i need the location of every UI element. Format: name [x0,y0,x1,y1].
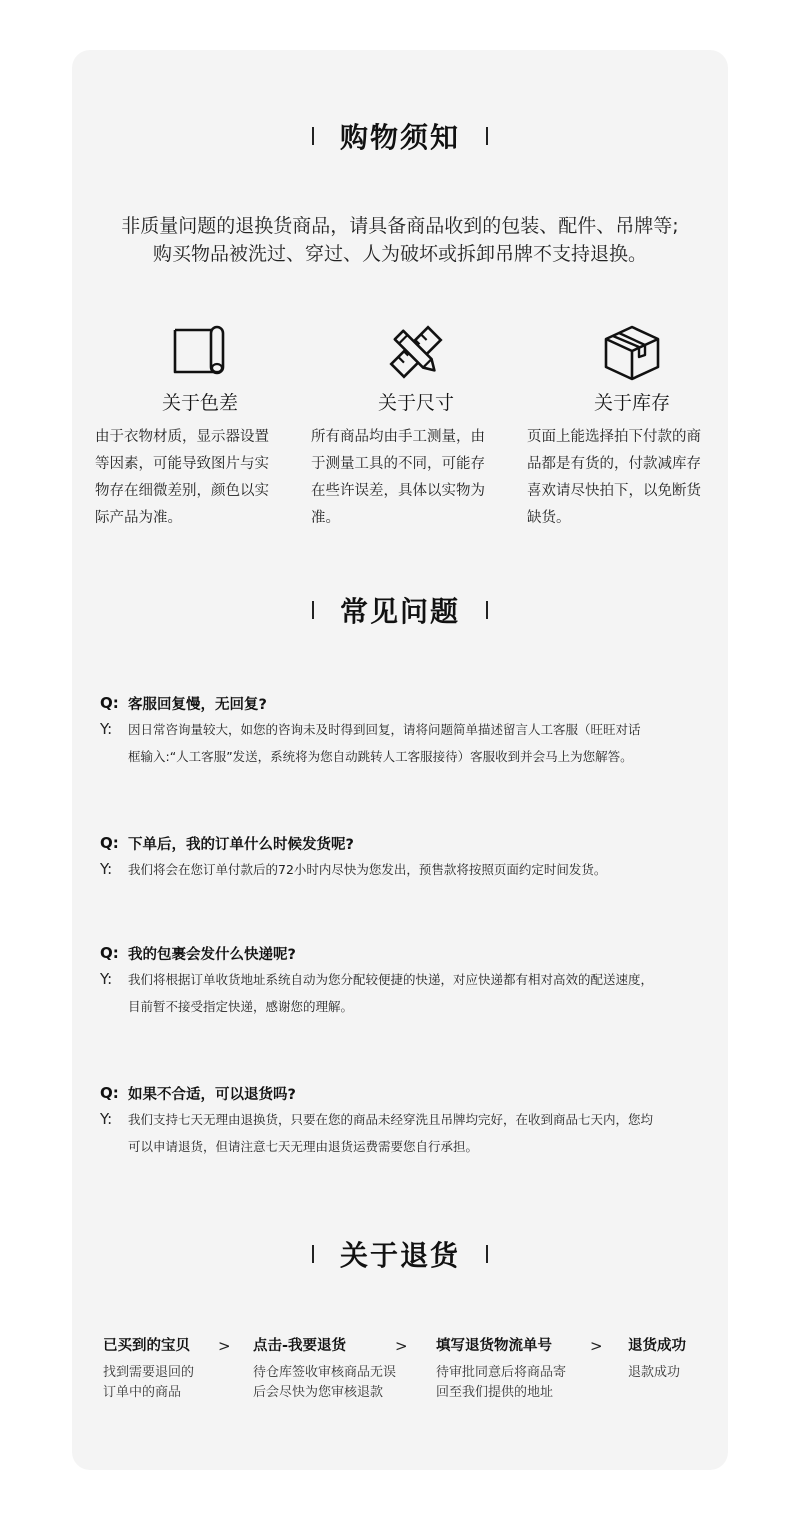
feature-title: 关于库存 [593,392,670,414]
ruler-pencil-icon [387,324,445,380]
feature-desc-line: 际产品为准。 [95,510,182,526]
step-desc-line: 待仓库签收审核商品无误 [253,1365,397,1380]
return-steps [0,1333,800,1413]
feature-desc-line: 在些许误差，具体以实物为 [311,483,485,499]
fabric-roll-icon [171,324,229,378]
feature-title: 关于色差 [161,392,238,414]
return-step-3 [436,1333,566,1403]
feature-desc-line: 由于衣物材质，显示器设置 [95,429,269,445]
step-desc [103,1363,194,1403]
step-desc [628,1363,686,1383]
step-arrow: > [218,1337,231,1355]
feature-desc-line: 准。 [311,510,340,526]
answer-line: 我们支持七天无理由退换货，只要在您的商品未经穿洗且吊牌均完好，在收到商品七天内，您均 [128,1112,654,1127]
faq-item [100,690,700,770]
title-bar-right [486,601,488,619]
intro-line: 购买物品被洗过、穿过、人为破坏或拆卸吊牌不支持退换。 [152,243,647,265]
section-title-faq [0,590,800,630]
title-bar-left [312,1245,314,1263]
feature-desc-line: 喜欢请尽快拍下，以免断货 [527,483,701,499]
feature-desc [95,424,305,532]
answer-label: Y: [100,970,113,988]
feature-desc-line: 品都是有货的，付款减库存 [527,456,701,472]
faq-title: 常见问题 [339,595,460,628]
question-text: 如果不合适，可以退货吗? [128,1086,296,1103]
step-desc-line: 回至我们提供的地址 [436,1385,554,1400]
faq-item [100,940,700,1020]
title-bar-left [312,601,314,619]
answer-line: 我们将根据订单收货地址系统自动为您分配较便捷的快递，对应快递都有相对高效的配送速度， [128,972,654,987]
question-label: Q: [100,1084,119,1102]
step-desc-line: 待审批同意后将商品寄 [436,1365,567,1380]
faq-question [100,940,700,966]
feature-desc-line: 等因素，可能导致图片与实 [95,456,269,472]
feature-desc-line: 物存在细微差别，颜色以实 [95,483,269,499]
faq-question [100,830,700,856]
answer-label: Y: [100,860,113,878]
question-text: 下单后，我的订单什么时候发货呢? [128,836,354,853]
faq-answer [100,716,700,770]
shopping-notice-title: 购物须知 [339,121,460,154]
return-step-2 [253,1333,396,1403]
step-desc [253,1363,396,1403]
package-box-icon [602,324,662,382]
return-step-4 [628,1333,686,1383]
answer-line: 因日常咨询量较大，如您的咨询未及时得到回复，请将问题简单描述留言人工客服（旺旺对话 [128,722,641,737]
answer-line: 可以申请退货，但请注意七天无理由退货运费需要您自行承担。 [128,1139,479,1154]
step-title: 已买到的宝贝 [103,1338,190,1354]
feature-desc-line: 页面上能选择拍下付款的商 [527,429,701,445]
returns-title: 关于退货 [339,1239,460,1272]
faq-answer [100,856,700,883]
step-desc [436,1363,566,1403]
feature-desc-line: 所有商品均由手工测量，由 [311,429,485,445]
feature-desc [527,424,737,532]
answer-line: 目前暂不接受指定快递，感谢您的理解。 [128,999,354,1014]
question-label: Q: [100,944,119,962]
answer-line: 框输入:“人工客服”发送，系统将为您自动跳转人工客服接待）客服收到并会马上为您解答。 [128,749,633,764]
feature-desc [311,424,521,532]
faq-question [100,1080,700,1106]
title-bar-right [486,127,488,145]
return-step-1 [103,1333,194,1403]
feature-desc-line: 于测量工具的不同，可能存 [311,456,485,472]
faq-item [100,1080,700,1160]
question-text: 客服回复慢，无回复? [128,696,267,713]
step-desc-line: 订单中的商品 [103,1385,182,1400]
answer-label: Y: [100,720,113,738]
step-desc-line: 退款成功 [628,1365,681,1380]
section-title-returns [0,1234,800,1274]
faq-item [100,830,700,883]
faq-question [100,690,700,716]
intro-line: 非质量问题的退换货商品，请具备商品收到的包装、配件、吊牌等; [121,215,679,237]
step-arrow: > [395,1337,408,1355]
shopping-notice-intro [0,212,800,268]
title-bar-left [312,127,314,145]
question-text: 我的包裹会发什么快递呢? [128,946,296,963]
step-desc-line: 找到需要退回的 [103,1365,195,1380]
answer-label: Y: [100,1110,113,1128]
step-title: 填写退货物流单号 [436,1338,552,1354]
faq-answer [100,966,700,1020]
step-title: 点击-我要退货 [253,1338,347,1354]
feature-desc-line: 缺货。 [527,510,571,526]
feature-title: 关于尺寸 [377,392,454,414]
question-label: Q: [100,694,119,712]
answer-line: 我们将会在您订单付款后的72小时内尽快为您发出，预售款将按照页面约定时间发货。 [128,862,607,877]
faq-answer [100,1106,700,1160]
step-title: 退货成功 [628,1338,686,1354]
title-bar-right [486,1245,488,1263]
question-label: Q: [100,834,119,852]
step-desc-line: 后会尽快为您审核退款 [253,1385,384,1400]
section-title-shopping-notice [0,116,800,156]
step-arrow: > [590,1337,603,1355]
